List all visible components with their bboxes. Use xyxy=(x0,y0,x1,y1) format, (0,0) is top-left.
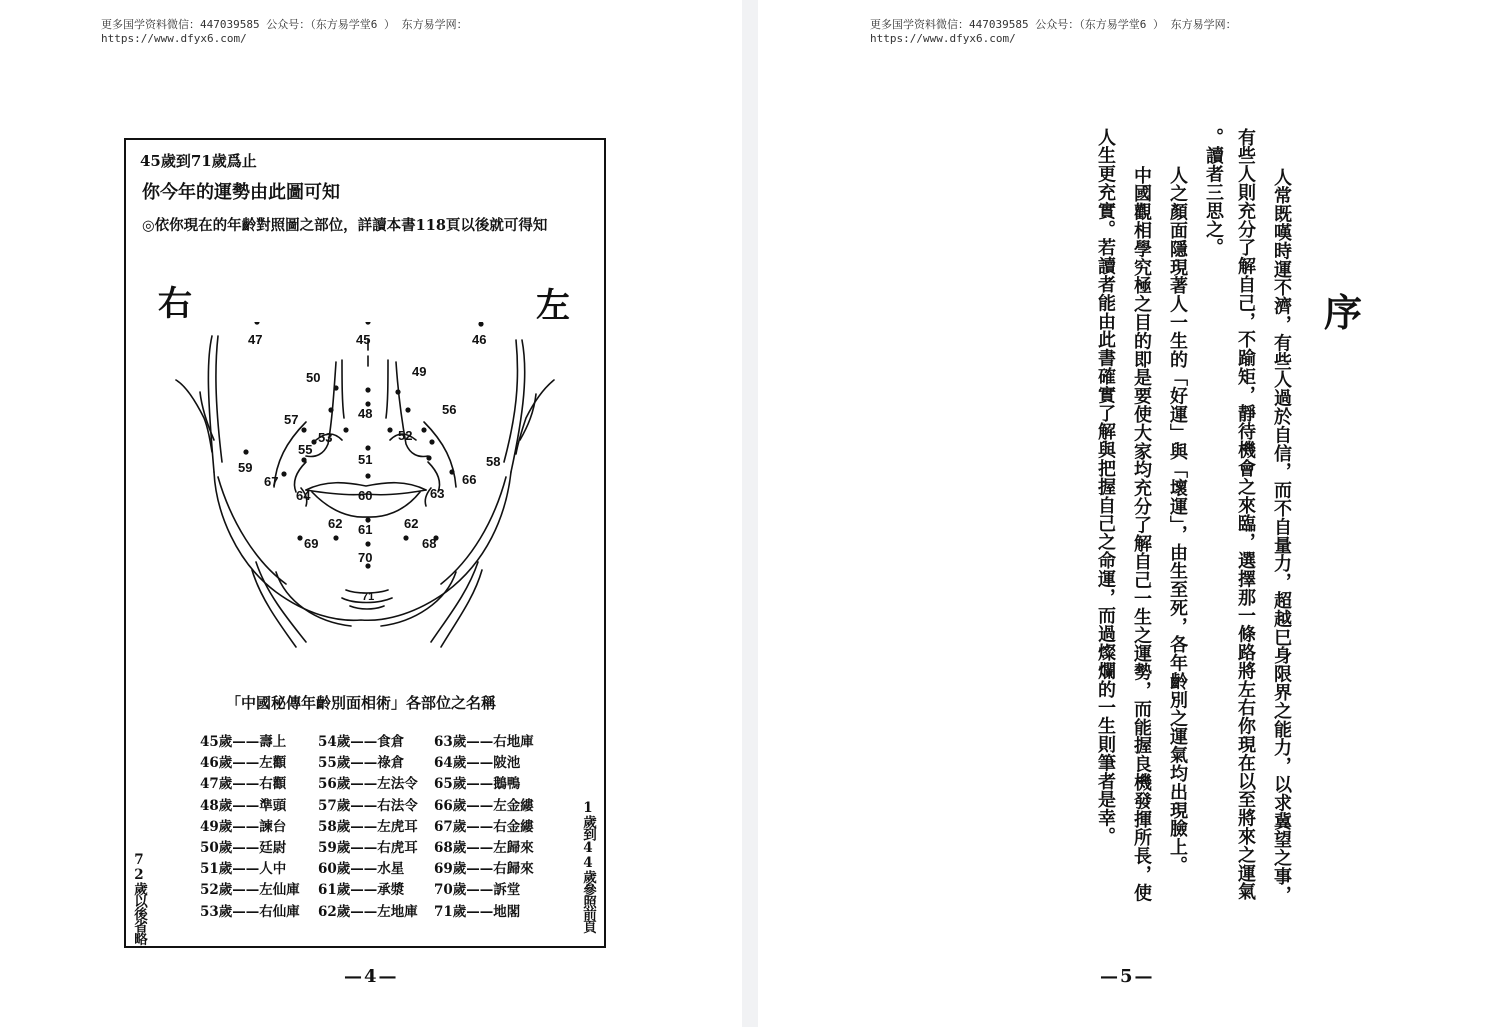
header-line-2[interactable]: https://www.dfyx6.com/ xyxy=(101,32,247,45)
legend-column-2 xyxy=(318,730,448,921)
legend-item: 46歲——左顴 xyxy=(200,755,287,772)
page-number-right: —5— xyxy=(1100,966,1155,987)
legend-item: 62歲——左地庫 xyxy=(318,903,418,920)
point-60: 60 xyxy=(358,488,373,503)
point-50: 50 xyxy=(306,370,321,385)
legend-column-1 xyxy=(200,730,330,921)
point-45: 45 xyxy=(356,332,371,347)
point-61: 61 xyxy=(358,522,373,537)
preface-column-4: 人之顏面隱現著人一生的「好運」與「壞運」，由生至死，各年齡別之運氣均出現臉上。 xyxy=(1167,166,1188,875)
page-header xyxy=(101,18,468,46)
label-left: 左 xyxy=(536,286,570,326)
face-diagram xyxy=(156,322,576,662)
legend-item: 66歲——左金縷 xyxy=(434,797,534,814)
point-55: 55 xyxy=(298,442,313,457)
label-right: 右 xyxy=(158,284,192,324)
legend-item: 65歲——鵝鴨 xyxy=(434,776,521,793)
legend-item: 50歲——廷尉 xyxy=(200,839,287,856)
legend-item: 71歲——地閣 xyxy=(434,903,521,920)
point-64: 63 xyxy=(430,486,445,501)
preface-column-2: 有些人則充分了解自己，不踰矩，靜待機會之來臨，選擇那一條路將左右你現在以至將來之運氣 xyxy=(1235,128,1256,901)
point-62: 62 xyxy=(404,516,419,531)
legend-item: 64歲——陂池 xyxy=(434,755,521,772)
legend-item: 48歲——準頭 xyxy=(200,797,287,814)
point-66: 66 xyxy=(462,472,477,487)
header-line-1: 更多国学资料微信：447039585 公众号：（东方易学堂6 ） 东方易学网： xyxy=(870,18,1237,31)
preface-column-3: 。讀者三思之。 xyxy=(1203,128,1224,257)
legend-item: 59歲——右虎耳 xyxy=(318,839,418,856)
point-49: 49 xyxy=(412,364,427,379)
point-57: 57 xyxy=(284,412,299,427)
point-71: 71 xyxy=(362,591,375,603)
note-72-and-after: 72歲以後省略 xyxy=(131,852,147,945)
chart-age-range: 45歲到71歲爲止 xyxy=(140,152,257,170)
point-68: 68 xyxy=(422,536,437,551)
point-53: 53 xyxy=(318,430,333,445)
left-page xyxy=(0,0,742,1027)
preface-title: 序 xyxy=(1324,290,1363,335)
legend-item: 60歲——水星 xyxy=(318,861,405,878)
legend-item: 58歲——左虎耳 xyxy=(318,818,418,835)
face-chart-frame xyxy=(124,138,606,948)
point-63: 62 xyxy=(328,516,343,531)
legend-item: 55歲——祿倉 xyxy=(318,755,405,772)
preface-column-5: 中國觀相學究極之目的即是要使大家均充分了解自己一生之運勢，而能握良機發揮所長，使 xyxy=(1131,166,1152,902)
page-number-left: —4— xyxy=(344,966,399,987)
preface-column-6: 人生更充實。若讀者能由此書確實了解與把握自己之命運，而過燦爛的一生則筆者是幸。 xyxy=(1095,128,1116,846)
preface-column-1: 人常既嘆時運不濟，有些人過於自信，而不自量力，超越巳身限界之能力，以求冀望之事， xyxy=(1271,168,1292,904)
legend-item: 61歲——承漿 xyxy=(318,882,405,899)
header-line-1: 更多国学资料微信：447039585 公众号：（东方易学堂6 ） 东方易学网： xyxy=(101,18,468,31)
point-56: 56 xyxy=(442,402,457,417)
legend-column-3 xyxy=(434,730,564,921)
legend-item: 70歲——訴堂 xyxy=(434,882,521,899)
legend-item: 68歲——左歸來 xyxy=(434,839,534,856)
legend-item: 51歲——人中 xyxy=(200,861,287,878)
point-70: 70 xyxy=(358,550,373,565)
legend-item: 54歲——食倉 xyxy=(318,734,405,750)
legend-item: 45歲——壽上 xyxy=(200,734,287,750)
point-46: 46 xyxy=(472,332,487,347)
right-page xyxy=(758,0,1510,1027)
legend-item: 57歲——右法令 xyxy=(318,797,418,814)
point-59: 59 xyxy=(238,460,253,475)
legend-item: 52歲——左仙庫 xyxy=(200,882,300,899)
note-1-to-44: 1歲到44歲參照前頁 xyxy=(580,800,596,933)
point-51: 51 xyxy=(358,452,373,467)
point-47: 47 xyxy=(248,332,263,347)
legend-item: 63歲——右地庫 xyxy=(434,734,534,750)
point-65: 64 xyxy=(296,488,311,503)
point-58: 58 xyxy=(486,454,501,469)
point-67: 67 xyxy=(264,474,279,489)
point-69: 69 xyxy=(304,536,319,551)
chart-instruction: ◎依你現在的年齡對照圖之部位，詳讀本書118頁以後就可得知 xyxy=(142,217,548,234)
legend-item: 53歲——右仙庫 xyxy=(200,903,300,920)
point-48: 48 xyxy=(358,406,373,421)
legend-item: 69歲——右歸來 xyxy=(434,861,534,878)
chart-title: 你今年的運勢由此圖可知 xyxy=(142,182,340,203)
legend-title: 「中國秘傳年齡別面相術」各部位之名稱 xyxy=(226,694,497,712)
legend-item: 47歲——右顴 xyxy=(200,776,287,793)
legend-item: 67歲——右金縷 xyxy=(434,818,534,835)
page-header xyxy=(870,18,1237,46)
legend-item: 49歲——諫台 xyxy=(200,818,287,835)
legend-item: 56歲——左法令 xyxy=(318,776,418,793)
point-52: 52 xyxy=(398,428,413,443)
header-line-2[interactable]: https://www.dfyx6.com/ xyxy=(870,32,1016,45)
